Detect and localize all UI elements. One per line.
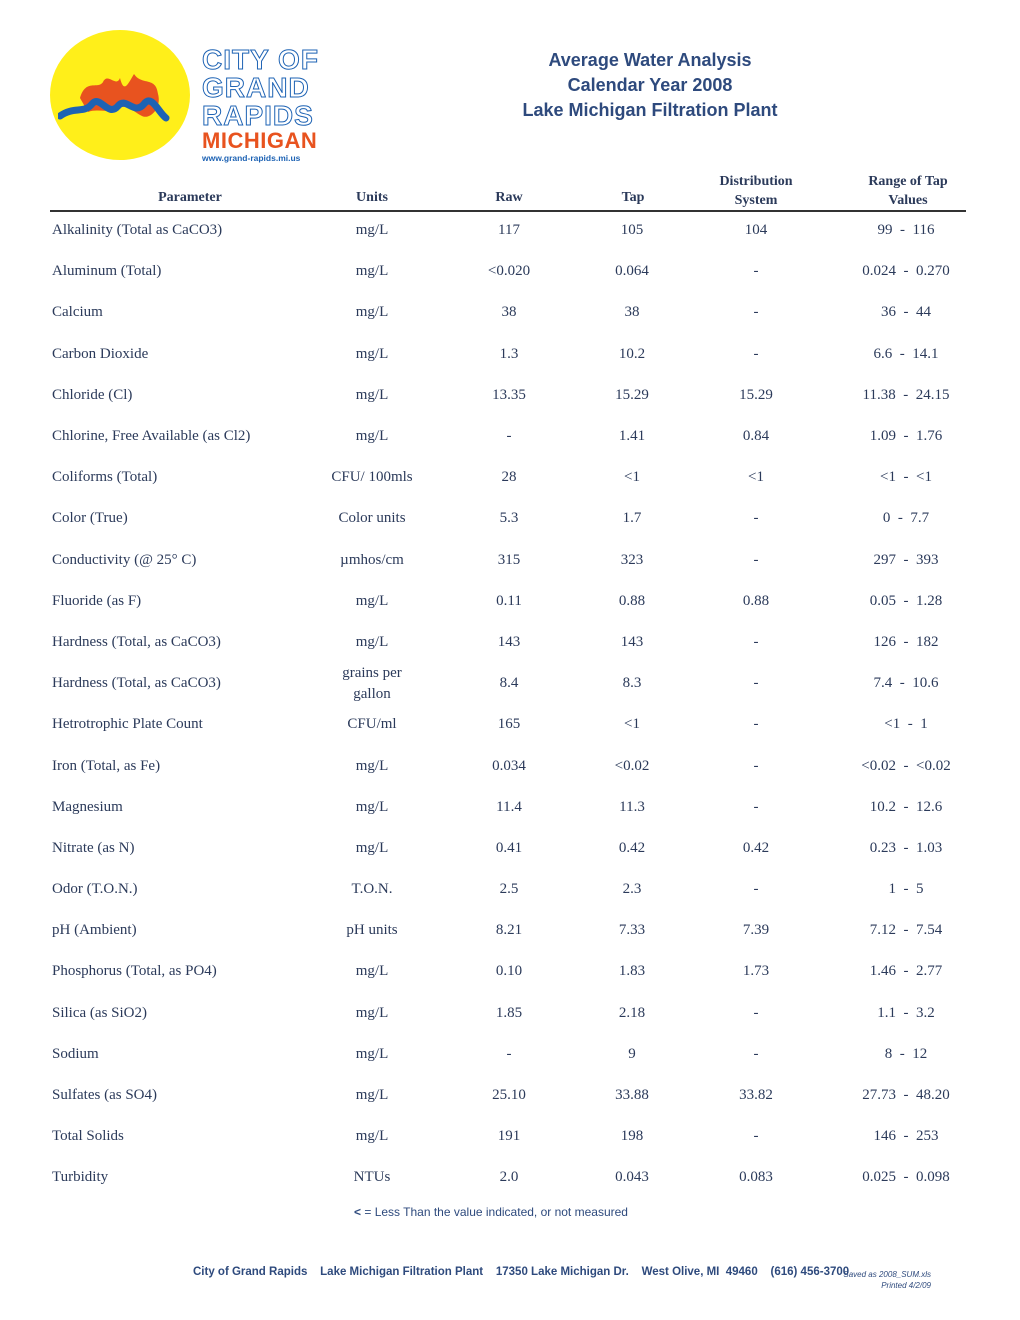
- cell-tap: 7.33: [618, 922, 646, 939]
- cell-distribution-system: -: [753, 675, 759, 692]
- cell-raw: 117: [498, 222, 520, 239]
- header-tap: Tap: [621, 190, 645, 205]
- cell-distribution-system: -: [753, 881, 759, 898]
- cell-tap: 10.2: [618, 345, 646, 362]
- cell-distribution-system: 0.42: [742, 839, 770, 856]
- table-row: [50, 828, 966, 869]
- cell-distribution-system: -: [753, 633, 759, 650]
- cell-parameter: Conductivity (@ 25° C): [52, 551, 197, 568]
- cell-distribution-system: -: [753, 304, 759, 321]
- cell-parameter: Nitrate (as N): [52, 839, 135, 856]
- cell-tap: 1.41: [618, 428, 646, 445]
- cell-raw: 2.5: [499, 881, 519, 898]
- table-row: [50, 251, 966, 292]
- table-row: [50, 1157, 966, 1198]
- cell-parameter: Alkalinity (Total as CaCO3): [52, 222, 223, 239]
- cell-distribution-system: -: [753, 716, 759, 733]
- table-row: [50, 910, 966, 951]
- header-range-line-1: Range of Tap: [868, 174, 948, 189]
- cell-distribution-system: 104: [744, 222, 768, 239]
- cell-units: Color units: [338, 510, 406, 527]
- cell-parameter: Silica (as SiO2): [52, 1004, 147, 1021]
- table-row: [50, 292, 966, 333]
- header-distribution-line-2: System: [734, 193, 778, 208]
- cell-units: mg/L: [355, 592, 389, 609]
- cell-distribution-system: -: [753, 1128, 759, 1145]
- cell-parameter: Total Solids: [52, 1128, 124, 1145]
- cell-parameter: Hardness (Total, as CaCO3): [52, 675, 221, 692]
- cell-units: mg/L: [355, 963, 389, 980]
- cell-tap: 11.3: [619, 798, 645, 815]
- cell-range: 0.024 - 0.270: [862, 263, 950, 280]
- cell-tap: <1: [624, 716, 640, 733]
- header-parameter: Parameter: [158, 190, 222, 205]
- cell-range: 11.38 - 24.15: [862, 386, 950, 403]
- cell-tap: 8.3: [622, 675, 642, 692]
- table-row: [50, 663, 966, 704]
- cell-distribution-system: 33.82: [739, 1087, 773, 1104]
- cell-distribution-system: <1: [748, 469, 764, 486]
- legend-note: [354, 1205, 628, 1219]
- cell-parameter: Phosphorus (Total, as PO4): [52, 963, 217, 980]
- cell-tap: 33.88: [615, 1087, 649, 1104]
- cell-units: mg/L: [355, 1087, 389, 1104]
- table-header: [50, 168, 966, 212]
- cell-parameter: Sulfates (as SO4): [52, 1087, 157, 1104]
- cell-units: mg/L: [355, 1045, 389, 1062]
- cell-distribution-system: -: [753, 1045, 759, 1062]
- table-row: [50, 334, 966, 375]
- cell-raw: 38: [501, 304, 517, 321]
- cell-raw: 1.85: [495, 1004, 523, 1021]
- header-distribution-line-1: Distribution: [719, 174, 793, 189]
- cell-raw: 8.21: [495, 922, 523, 939]
- table-row: [50, 375, 966, 416]
- cell-parameter: Hetrotrophic Plate Count: [52, 716, 203, 733]
- cell-distribution-system: 1.73: [742, 963, 770, 980]
- cell-units: mg/L: [355, 428, 389, 445]
- cell-parameter: Hardness (Total, as CaCO3): [52, 633, 221, 650]
- cell-units: mg/L: [355, 1004, 389, 1021]
- cell-units: mg/L: [355, 263, 389, 280]
- cell-parameter: Magnesium: [52, 798, 123, 815]
- cell-tap: 323: [620, 551, 644, 568]
- cell-raw: 0.10: [495, 963, 523, 980]
- cell-range: 0.05 - 1.28: [869, 592, 943, 609]
- cell-range: 0.23 - 1.03: [869, 839, 943, 856]
- cell-distribution-system: -: [753, 263, 759, 280]
- cell-parameter: Color (True): [52, 510, 128, 527]
- cell-range: 6.6 - 14.1: [873, 345, 939, 362]
- cell-parameter: Aluminum (Total): [52, 263, 162, 280]
- cell-range: 0.025 - 0.098: [862, 1169, 950, 1186]
- cell-parameter: Chlorine, Free Available (as Cl2): [52, 428, 251, 445]
- table-row: [50, 869, 966, 910]
- logo-url: www.grand-rapids.mi.us: [202, 153, 301, 163]
- cell-distribution-system: -: [753, 1004, 759, 1021]
- cell-tap: <0.02: [614, 757, 650, 774]
- cell-tap: 0.42: [618, 839, 646, 856]
- cell-units: grains per gallon: [342, 664, 402, 702]
- cell-range: 36 - 44: [881, 304, 931, 321]
- cell-parameter: Carbon Dioxide: [52, 345, 149, 362]
- cell-units: mg/L: [355, 222, 389, 239]
- table-row: [50, 745, 966, 786]
- cell-distribution-system: -: [753, 551, 759, 568]
- table-body: [50, 210, 966, 1199]
- header-distribution-system: [696, 172, 816, 210]
- cell-range: 1.09 - 1.76: [869, 428, 943, 445]
- printed-date: Printed 4/2/09: [881, 1281, 931, 1290]
- footer-address: City of Grand Rapids Lake Michigan Filtration Plant 17350 Lake Michigan Dr. West Olive, MI 49460 (616) 456-3700: [193, 1266, 850, 1278]
- cell-tap: 0.064: [615, 263, 649, 280]
- cell-units: CFU/ 100mls: [331, 469, 413, 486]
- title-line-1: Average Water Analysis: [548, 50, 752, 70]
- cell-parameter: Sodium: [52, 1045, 99, 1062]
- cell-units: mg/L: [355, 757, 389, 774]
- less-than-symbol: <: [354, 1205, 362, 1219]
- title-line-3: Lake Michigan Filtration Plant: [522, 100, 778, 120]
- logo-line-1: CITY OF: [202, 44, 319, 75]
- cell-distribution-system: 0.88: [742, 592, 770, 609]
- cell-range: 146 - 253: [873, 1128, 939, 1145]
- file-info: [838, 1269, 931, 1291]
- cell-range: 8 - 12: [884, 1045, 928, 1062]
- cell-raw: 0.11: [496, 592, 522, 609]
- table-row: [50, 1075, 966, 1116]
- cell-parameter: Turbidity: [52, 1169, 109, 1186]
- cell-raw: 1.3: [499, 345, 519, 362]
- cell-raw: 5.3: [499, 510, 519, 527]
- cell-tap: 1.7: [622, 510, 642, 527]
- cell-raw: 315: [497, 551, 521, 568]
- header-raw: Raw: [495, 190, 523, 205]
- cell-tap: 0.043: [615, 1169, 649, 1186]
- cell-raw: 28: [501, 469, 517, 486]
- cell-range: 1 - 5: [888, 881, 924, 898]
- cell-tap: 38: [624, 304, 640, 321]
- table-row: [50, 581, 966, 622]
- table-row: [50, 1116, 966, 1157]
- cell-raw: 191: [497, 1128, 521, 1145]
- cell-range: <0.02 - <0.02: [861, 757, 951, 774]
- cell-range: 126 - 182: [873, 633, 939, 650]
- table-row: [50, 498, 966, 539]
- cell-parameter: Coliforms (Total): [52, 469, 158, 486]
- cell-units: mg/L: [355, 304, 389, 321]
- cell-tap: 2.3: [622, 881, 642, 898]
- cell-distribution-system: -: [753, 510, 759, 527]
- cell-parameter: Iron (Total, as Fe): [52, 757, 161, 774]
- cell-units: mg/L: [355, 633, 389, 650]
- table-row: [50, 457, 966, 498]
- cell-parameter: Fluoride (as F): [52, 592, 142, 609]
- table-row: [50, 704, 966, 745]
- table-row: [50, 416, 966, 457]
- cell-units: mg/L: [355, 798, 389, 815]
- cell-raw: 0.034: [492, 757, 526, 774]
- cell-tap: 198: [620, 1128, 644, 1145]
- cell-distribution-system: 15.29: [739, 386, 773, 403]
- cell-tap: 9: [628, 1045, 636, 1062]
- cell-parameter: pH (Ambient): [52, 922, 137, 939]
- table-row: [50, 540, 966, 581]
- cell-distribution-system: -: [753, 345, 759, 362]
- cell-tap: 1.83: [618, 963, 646, 980]
- table-row: [50, 622, 966, 663]
- logo-line-3: RAPIDS: [202, 100, 314, 131]
- table-row: [50, 951, 966, 992]
- cell-range: 10.2 - 12.6: [869, 798, 943, 815]
- table-row: [50, 993, 966, 1034]
- header-units: Units: [356, 190, 388, 205]
- cell-raw: 143: [497, 633, 521, 650]
- cell-distribution-system: 0.083: [739, 1169, 773, 1186]
- cell-units: mg/L: [355, 345, 389, 362]
- cell-parameter: Chloride (Cl): [52, 386, 133, 403]
- legend-note-text: = Less Than the value indicated, or not measured: [361, 1205, 628, 1219]
- cell-tap: 2.18: [618, 1004, 646, 1021]
- cell-parameter: Calcium: [52, 304, 103, 321]
- cell-range: 27.73 - 48.20: [862, 1087, 950, 1104]
- header-range-line-2: Values: [888, 193, 928, 208]
- cell-units: T.O.N.: [351, 881, 393, 898]
- logo-wordmark: [202, 46, 319, 163]
- cell-units: µmhos/cm: [340, 551, 404, 568]
- cell-raw: 165: [497, 716, 521, 733]
- table-row: [50, 1034, 966, 1075]
- cell-raw: 0.41: [495, 839, 523, 856]
- cell-raw: 8.4: [499, 675, 519, 692]
- cell-raw: -: [506, 428, 512, 445]
- cell-units: mg/L: [355, 839, 389, 856]
- logo-line-2: GRAND: [202, 72, 310, 103]
- cell-raw: 11.4: [496, 798, 522, 815]
- cell-tap: 15.29: [615, 386, 649, 403]
- logo-line-4: MICHIGAN: [202, 128, 318, 153]
- cell-raw: 2.0: [499, 1169, 519, 1186]
- cell-distribution-system: -: [753, 798, 759, 815]
- cell-parameter: Odor (T.O.N.): [52, 881, 138, 898]
- cell-units: pH units: [346, 922, 398, 939]
- cell-tap: 105: [620, 222, 644, 239]
- cell-range: 1.1 - 3.2: [877, 1004, 935, 1021]
- cell-range: 0 - 7.7: [882, 510, 930, 527]
- saved-as: Saved as 2008_SUM.xls: [843, 1270, 931, 1279]
- cell-range: 7.4 - 10.6: [873, 675, 939, 692]
- logo-flame-river-graphic: [58, 68, 208, 138]
- cell-raw: <0.020: [487, 263, 531, 280]
- cell-range: 99 - 116: [877, 222, 935, 239]
- header-range-of-tap-values: [848, 172, 968, 210]
- cell-distribution-system: 0.84: [742, 428, 770, 445]
- table-row: [50, 787, 966, 828]
- cell-tap: <1: [624, 469, 640, 486]
- cell-range: <1 - <1: [880, 469, 932, 486]
- cell-raw: -: [506, 1045, 512, 1062]
- cell-distribution-system: 7.39: [742, 922, 770, 939]
- cell-raw: 13.35: [492, 386, 526, 403]
- cell-tap: 0.88: [618, 592, 646, 609]
- cell-tap: 143: [620, 633, 644, 650]
- cell-range: <1 - 1: [884, 716, 928, 733]
- cell-units: NTUs: [353, 1169, 391, 1186]
- cell-units: mg/L: [355, 386, 389, 403]
- cell-raw: 25.10: [492, 1087, 526, 1104]
- table-row: [50, 210, 966, 251]
- cell-units: mg/L: [355, 1128, 389, 1145]
- city-logo: [50, 28, 350, 163]
- cell-distribution-system: -: [753, 757, 759, 774]
- cell-units: CFU/ml: [347, 716, 397, 733]
- cell-range: 1.46 - 2.77: [869, 963, 943, 980]
- title-line-2: Calendar Year 2008: [567, 75, 733, 95]
- cell-range: 297 - 393: [873, 551, 939, 568]
- cell-range: 7.12 - 7.54: [869, 922, 943, 939]
- document-title: [460, 48, 840, 123]
